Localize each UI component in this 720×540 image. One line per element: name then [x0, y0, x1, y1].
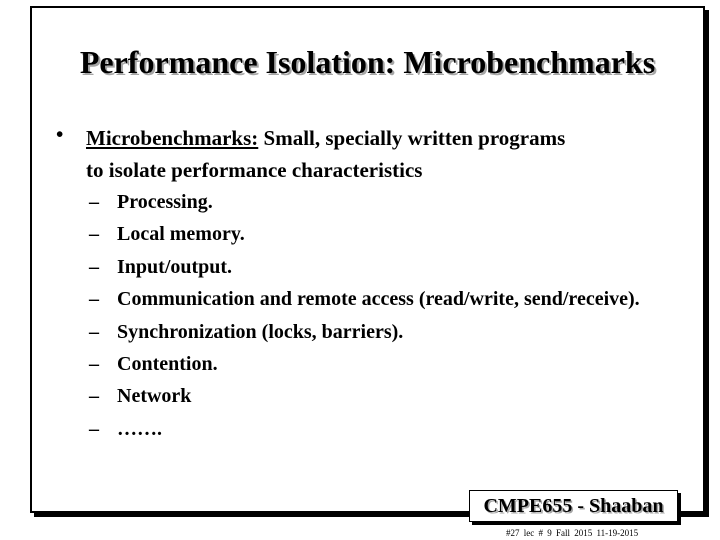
- dash-marker: –: [89, 255, 99, 278]
- sub-bullet-text: Network: [117, 385, 192, 408]
- bullet-line-2: to isolate performance characteristics: [86, 158, 423, 182]
- dash-marker: –: [89, 417, 99, 440]
- dash-marker: –: [89, 352, 99, 375]
- bullet-line-1: [86, 122, 565, 154]
- bullet-text: [86, 122, 565, 186]
- sub-bullet-text: Processing.: [117, 191, 213, 213]
- dash-marker: –: [89, 191, 99, 213]
- slide-footer: #27 lec # 9 Fall 2015 11-19-2015: [506, 528, 639, 538]
- dash-marker: –: [89, 385, 99, 408]
- sub-bullet-text: Input/output.: [117, 255, 233, 278]
- dash-marker: –: [89, 288, 99, 311]
- sub-bullet-text: Local memory.: [117, 223, 245, 246]
- sub-bullet-text: Communication and remote access (read/write, send/receive).: [117, 288, 640, 311]
- course-badge: CMPE655 - Shaaban: [469, 490, 678, 522]
- dash-marker: –: [89, 320, 99, 343]
- sub-bullet-text: …….: [117, 417, 162, 440]
- slide-title: Performance Isolation: Microbenchmarks: [79, 44, 656, 80]
- slide-frame: [30, 6, 705, 513]
- bullet-marker: •: [56, 122, 64, 146]
- bullet-term: Microbenchmarks:: [86, 126, 259, 150]
- sub-bullet-text: Synchronization (locks, barriers).: [117, 320, 404, 343]
- sub-bullet-text: Contention.: [117, 352, 218, 375]
- bullet-line-1-rest: Small, specially written programs: [258, 126, 566, 150]
- dash-marker: –: [89, 223, 99, 246]
